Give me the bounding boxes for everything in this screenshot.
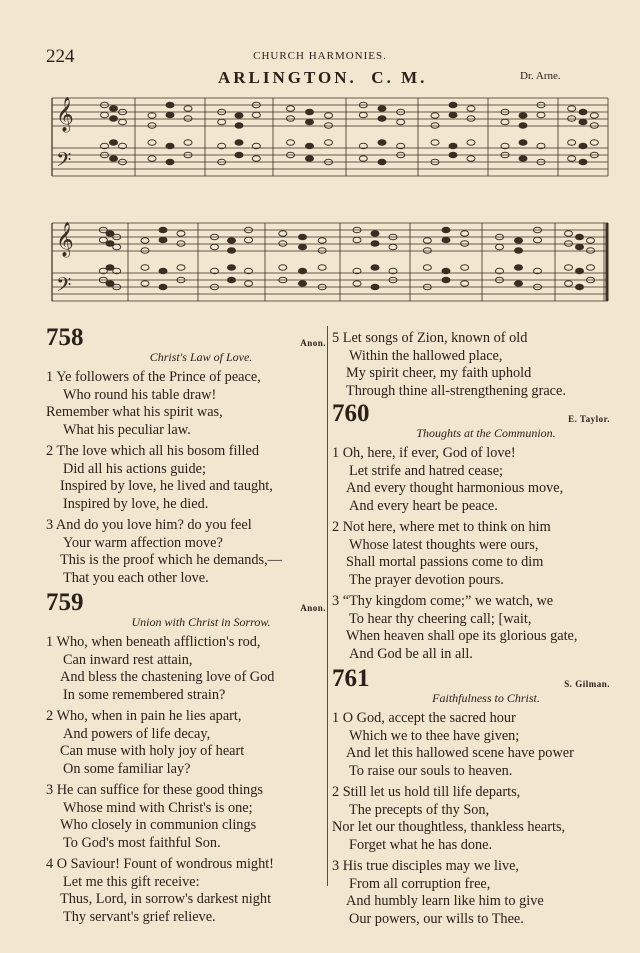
verse-line: 2 Not here, where met to think on him: [332, 519, 551, 535]
note-head: [579, 109, 587, 115]
note-head: [537, 112, 545, 118]
note-head: [159, 268, 167, 274]
note-head: [371, 241, 379, 247]
note-head: [568, 156, 576, 162]
note-head: [353, 237, 361, 243]
note-head: [568, 140, 576, 146]
note-head: [576, 268, 584, 274]
note-head: [141, 281, 149, 287]
note-head: [579, 119, 587, 125]
note-head: [306, 119, 314, 125]
hymn-title: Thoughts at the Communion.: [416, 426, 556, 440]
verse-line: Remember what his spirit was,: [46, 404, 223, 420]
verse-line: 3 His true disciples may we live,: [332, 858, 520, 874]
note-head: [579, 159, 587, 165]
note-head: [461, 265, 469, 271]
note-head: [590, 113, 598, 119]
note-head: [515, 281, 523, 287]
note-head: [141, 265, 149, 271]
verse-line: 2 The love which all his bosom filled: [46, 443, 259, 459]
verse-line: 3 He can suffice for these good things: [46, 782, 263, 798]
verse-line: Nor let our thoughtless, thankless hearts,: [332, 819, 566, 835]
note-head: [467, 106, 475, 112]
note-head: [119, 119, 127, 125]
note-head: [590, 140, 598, 146]
note-head: [148, 156, 156, 162]
note-head: [218, 119, 226, 125]
note-head: [565, 241, 573, 247]
note-head: [534, 237, 542, 243]
tune-meter: C. M.: [371, 68, 428, 87]
hymn-number: 761: [332, 665, 370, 692]
note-head: [397, 119, 405, 125]
verse-line: To raise our souls to heaven.: [349, 762, 513, 779]
verse-line: Inspired by love, he died.: [63, 495, 209, 512]
note-head: [113, 244, 121, 250]
note-head: [101, 112, 109, 118]
verse-line: 4 O Saviour! Fount of wondrous might!: [46, 856, 274, 872]
note-head: [576, 284, 584, 290]
verse-line: Your warm affection move?: [63, 534, 223, 551]
note-head: [148, 113, 156, 119]
note-head: [228, 248, 236, 254]
note-head: [148, 123, 156, 129]
note-head: [318, 238, 326, 244]
note-head: [515, 248, 523, 254]
note-head: [359, 112, 367, 118]
verse-line: 1 Ye followers of the Prince of peace,: [46, 369, 261, 385]
verse-line: 2 Who, when in pain he lies apart,: [46, 708, 242, 724]
note-head: [279, 241, 287, 247]
note-head: [166, 159, 174, 165]
note-head: [325, 113, 333, 119]
stanza: [332, 519, 610, 589]
verse-line: What his peculiar law.: [63, 421, 191, 438]
stanza: [332, 445, 610, 515]
verse-line: 1 Who, when beneath affliction's rod,: [46, 634, 261, 650]
verse-line: And every thought harmonious move,: [346, 480, 564, 496]
note-head: [519, 123, 527, 129]
stanza: [46, 443, 326, 513]
hymn-author: E. Taylor.: [568, 414, 610, 424]
stanza: [332, 858, 610, 928]
verse-line: Through thine all-strengthening grace.: [346, 382, 566, 399]
verse-line: Shall mortal passions come to dim: [346, 554, 544, 570]
note-head: [166, 112, 174, 118]
note-head: [279, 265, 287, 271]
verse-line: In some remembered strain?: [63, 686, 226, 703]
running-title: CHURCH HARMONIES.: [253, 50, 387, 62]
note-head: [287, 106, 295, 112]
note-head: [159, 284, 167, 290]
note-head: [279, 231, 287, 237]
verse-line: Who round his table draw!: [63, 386, 217, 403]
note-head: [141, 238, 149, 244]
note-head: [159, 227, 167, 233]
note-head: [565, 281, 573, 287]
verse-line: 1 Oh, here, if ever, God of love!: [332, 445, 516, 461]
verse-line: 3 And do you love him? do you feel: [46, 517, 252, 533]
note-head: [565, 265, 573, 271]
verse-line: 2 Still let us hold till life departs,: [332, 784, 521, 800]
verse-line: From all corruption free,: [349, 875, 491, 892]
verse-line: Forget what he has done.: [349, 836, 493, 853]
note-head: [371, 265, 379, 271]
note-head: [252, 156, 260, 162]
note-head: [519, 113, 527, 119]
note-head: [467, 116, 475, 122]
hymn-761: [332, 667, 610, 928]
note-head: [449, 102, 457, 108]
note-head: [378, 106, 386, 112]
note-head: [442, 268, 450, 274]
note-head: [515, 265, 523, 271]
note-head: [110, 156, 118, 162]
note-head: [423, 265, 431, 271]
note-head: [159, 237, 167, 243]
verse-line: On some familiar lay?: [63, 760, 191, 777]
stanza-continuation: [332, 330, 610, 400]
stanza: [46, 634, 326, 704]
note-head: [371, 284, 379, 290]
note-head: [141, 248, 149, 254]
note-head: [184, 116, 192, 122]
note-head: [449, 143, 457, 149]
note-head: [252, 112, 260, 118]
hymn-author: Anon.: [300, 603, 326, 613]
note-head: [184, 140, 192, 146]
note-head: [431, 113, 439, 119]
note-head: [461, 241, 469, 247]
verse-line: My spirit cheer, my faith uphold: [346, 365, 532, 381]
verse-line: And every heart be peace.: [349, 497, 498, 514]
verse-line: This is the proof which he demands,—: [60, 552, 282, 568]
note-head: [576, 244, 584, 250]
note-head: [423, 248, 431, 254]
note-head: [353, 281, 361, 287]
hymn-title: Faithfulness to Christ.: [432, 691, 540, 705]
note-head: [449, 112, 457, 118]
verse-line: The prayer devotion pours.: [349, 571, 504, 588]
note-head: [299, 234, 307, 240]
right-column: [332, 326, 610, 928]
verse-line: Thy servant's grief relieve.: [63, 908, 216, 925]
verse-line: Thus, Lord, in sorrow's darkest night: [60, 891, 272, 907]
note-head: [299, 281, 307, 287]
tune-name: ARLINGTON.: [218, 68, 357, 87]
stanza: [332, 710, 610, 780]
hymn-title: Christ's Law of Love.: [149, 350, 253, 364]
note-head: [587, 265, 595, 271]
note-head: [166, 143, 174, 149]
note-head: [110, 116, 118, 122]
stanza: [46, 369, 326, 439]
treble-clef-icon: 𝄞: [56, 222, 74, 257]
note-head: [287, 116, 295, 122]
verse-line: Did all his actions guide;: [63, 460, 206, 477]
note-head: [442, 227, 450, 233]
verse-line: Who closely in communion clings: [60, 817, 257, 833]
note-head: [211, 244, 219, 250]
note-head: [576, 234, 584, 240]
note-head: [467, 140, 475, 146]
hymn-number: 759: [46, 589, 84, 616]
note-head: [579, 143, 587, 149]
verse-line: The precepts of thy Son,: [349, 801, 490, 818]
note-head: [449, 152, 457, 158]
note-head: [110, 106, 118, 112]
note-head: [318, 248, 326, 254]
verse-line: That you each other love.: [63, 569, 209, 586]
note-head: [568, 106, 576, 112]
note-head: [496, 244, 504, 250]
note-head: [235, 152, 243, 158]
hymn-759: [46, 591, 326, 926]
verse-line: And let this hallowed scene have power: [346, 745, 574, 761]
note-head: [177, 265, 185, 271]
note-head: [299, 268, 307, 274]
note-head: [228, 238, 236, 244]
note-head: [235, 140, 243, 146]
note-head: [177, 231, 185, 237]
note-head: [299, 244, 307, 250]
note-head: [245, 237, 253, 243]
note-head: [371, 231, 379, 237]
note-head: [461, 281, 469, 287]
note-head: [519, 156, 527, 162]
left-column: [46, 326, 326, 926]
note-head: [423, 238, 431, 244]
music-score-icon: [0, 0, 640, 330]
hymn-number: 760: [332, 400, 370, 427]
note-head: [245, 281, 253, 287]
hymn-number: 758: [46, 324, 84, 351]
note-head: [110, 140, 118, 146]
verse-line: To God's most faithful Son.: [63, 834, 221, 851]
verse-line: Whose mind with Christ's is one;: [63, 799, 253, 816]
note-head: [389, 244, 397, 250]
note-head: [431, 140, 439, 146]
verse-line: And God be all in all.: [349, 645, 473, 662]
note-head: [590, 123, 598, 129]
verse-line: Within the hallowed place,: [349, 347, 503, 364]
note-head: [177, 241, 185, 247]
stanza: [46, 782, 326, 852]
treble-clef-icon: 𝄞: [56, 97, 74, 132]
note-head: [442, 237, 450, 243]
verse-line: 1 O God, accept the sacred hour: [332, 710, 516, 726]
note-head: [431, 123, 439, 129]
verse-line: 5 Let songs of Zion, known of old: [332, 330, 528, 346]
bass-clef-icon: 𝄢: [56, 148, 72, 176]
note-head: [306, 156, 314, 162]
note-head: [166, 102, 174, 108]
note-head: [568, 116, 576, 122]
note-head: [325, 140, 333, 146]
note-head: [501, 119, 509, 125]
note-head: [378, 116, 386, 122]
verse-line: Let me this gift receive:: [63, 873, 200, 890]
verse-line: Can inward rest attain,: [63, 651, 193, 668]
hymn-author: S. Gilman.: [564, 679, 610, 689]
column-divider: [327, 326, 328, 886]
note-head: [587, 238, 595, 244]
verse-line: And powers of life decay,: [63, 725, 211, 742]
verse-line: And bless the chastening love of God: [60, 669, 275, 685]
verse-line: When heaven shall ope its glorious gate,: [346, 628, 578, 644]
note-head: [306, 109, 314, 115]
verse-line: To hear thy cheering call; [wait,: [349, 610, 532, 627]
note-head: [461, 231, 469, 237]
note-head: [184, 106, 192, 112]
note-head: [235, 113, 243, 119]
note-head: [235, 123, 243, 129]
note-head: [228, 265, 236, 271]
bass-clef-icon: 𝄢: [56, 273, 72, 301]
hymn-author: Anon.: [300, 338, 326, 348]
note-head: [359, 156, 367, 162]
verse-line: Can muse with holy joy of heart: [60, 743, 245, 759]
note-head: [519, 140, 527, 146]
note-head: [467, 156, 475, 162]
note-head: [587, 248, 595, 254]
note-head: [148, 140, 156, 146]
stanza: [46, 708, 326, 778]
tune-composer: Dr. Arne.: [520, 70, 561, 82]
verse-line: And humbly learn like him to give: [346, 893, 544, 909]
note-head: [306, 143, 314, 149]
verse-line: Inspired by love, he lived and taught,: [60, 478, 273, 494]
note-head: [325, 123, 333, 129]
verse-line: Our powers, our wills to Thee.: [349, 910, 524, 927]
hymn-758: [46, 326, 326, 587]
verse-line: Whose latest thoughts were ours,: [349, 536, 539, 553]
verse-line: Which we to thee have given;: [349, 727, 520, 744]
page-number: 224: [46, 46, 75, 67]
stanza: [46, 856, 326, 926]
note-head: [287, 140, 295, 146]
note-head: [515, 238, 523, 244]
verse-line: Let strife and hatred cease;: [349, 462, 504, 479]
note-head: [442, 277, 450, 283]
note-head: [318, 265, 326, 271]
note-head: [565, 231, 573, 237]
verse-line: 3 “Thy kingdom come;” we watch, we: [332, 593, 554, 609]
note-head: [378, 159, 386, 165]
hymn-title: Union with Christ in Sorrow.: [131, 615, 271, 629]
stanza: [332, 784, 610, 854]
hymn-760: [332, 402, 610, 663]
note-head: [228, 277, 236, 283]
note-head: [378, 140, 386, 146]
stanza: [332, 593, 610, 663]
stanza: [46, 517, 326, 587]
